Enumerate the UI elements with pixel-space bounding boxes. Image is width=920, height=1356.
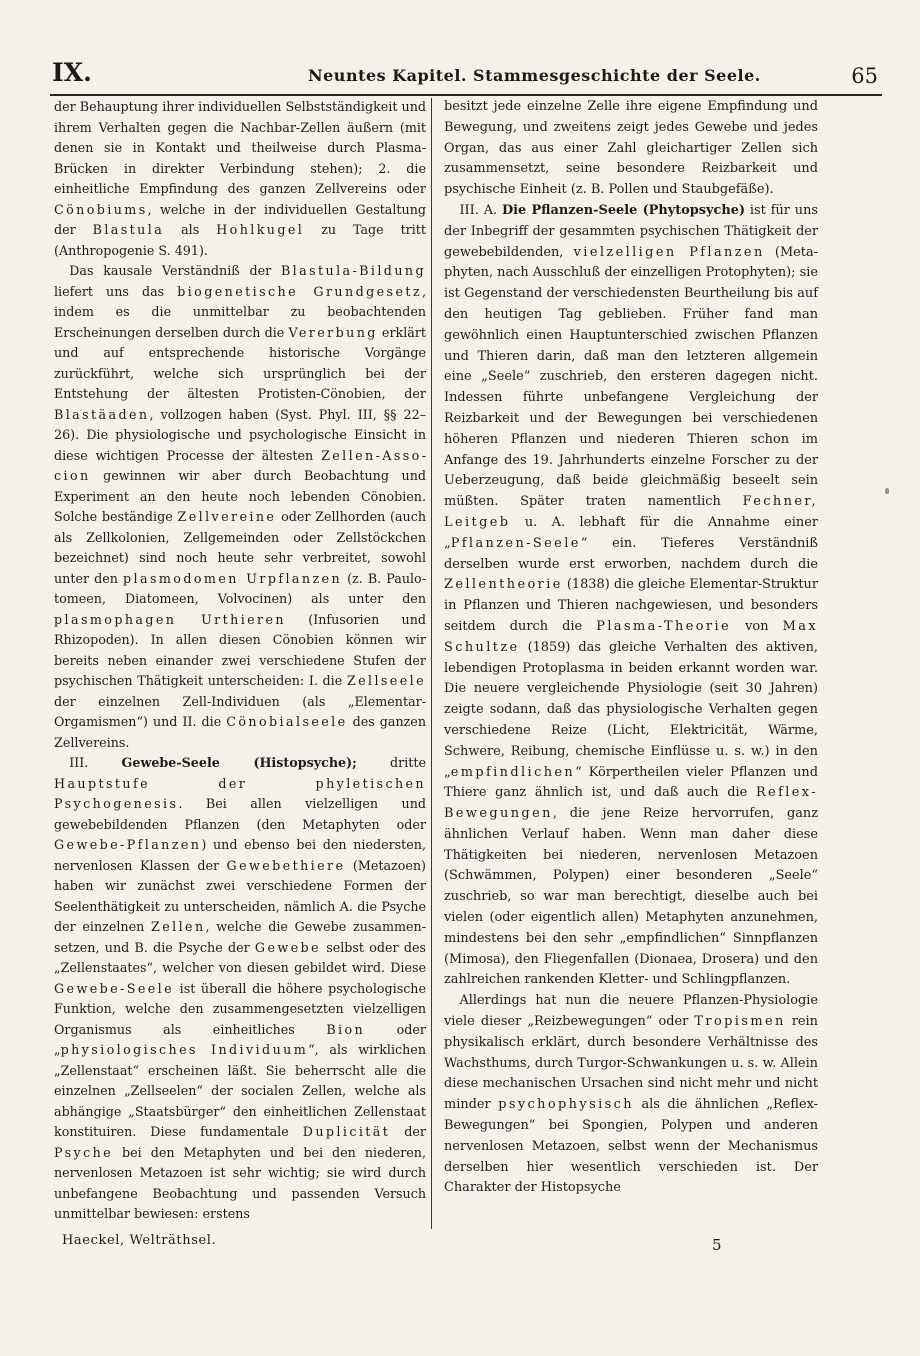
section-heading: Die Pflanzen-Seele (Phytopsyche) <box>501 202 746 218</box>
text-run: ist für uns der Inbegriff der gesammten psychischen Thätigkeit der gewebebildenden, <box>444 202 819 260</box>
spaced-emphasis: Hauptstufe der phyletischen Psychogenesis <box>54 775 426 811</box>
spaced-emphasis: Cönobialseele <box>226 714 348 729</box>
text-run: . Bei allen vielzelligen und gewebebildenden Pflanzen (den Metaphyten oder <box>54 796 426 832</box>
spaced-emphasis: Duplicität <box>302 1124 391 1139</box>
text-run: Allerdings hat nun die neuere Pflanzen-Physiologie viele dieser „Reizbewegungen“ oder <box>444 993 818 1030</box>
text-run: der Behauptung ihrer individuellen Selbstständigkeit und ihrem Verhalten gegen die Nachbar-Zellen äußern (mit denen sie in Kontakt und theilweise durch Plasma-Brücken in direkter Verbindung stehen); 2. die einheitliche Empfindung des ganzen Zellvereins oder <box>54 99 426 196</box>
spaced-emphasis: Bion <box>326 1021 366 1037</box>
text-run: “, als wirklichen „Zellenstaat“ erscheinen läßt. Sie beherrscht alle die einzelnen „Zellseelen“ der socialen Zellen, welche als abhängige „Staatsbürger“ den einheitlichen Zellenstaat konstituiren. Diese fundamentale <box>54 1042 426 1139</box>
text-run: , welche die Gewebe zusammensetzen, und B. die Psyche der <box>54 919 426 955</box>
spaced-emphasis: Zellseele <box>346 673 426 688</box>
spaced-emphasis: Zellen <box>151 919 206 934</box>
chapter-number: IX. <box>52 58 92 87</box>
spaced-emphasis: Blastäaden <box>54 406 150 422</box>
spaced-emphasis: Gewebe-Seele <box>54 980 175 996</box>
spaced-emphasis: Max Schultze <box>444 618 818 655</box>
spaced-emphasis: Zellentheorie <box>444 577 563 593</box>
spaced-emphasis: Blastula <box>92 222 165 237</box>
text-run: selbst oder des „Zellenstaates“, welcher von diesen gebildet wird. Diese <box>54 939 426 975</box>
text-run: ) und ebenso bei den niedersten, nervenlosen Klassen der <box>54 837 426 873</box>
text-run: des ganzen Zellvereins. <box>54 714 426 750</box>
text-run: rein physikalisch erklärt, durch besondere Verhältnisse des Wachsthums, durch Turgor-Schwankungen u. s. w. Allein diese mechanischen Ursachen sind nicht mehr und nicht minder <box>444 1014 818 1113</box>
text-run: erklärt und auf entsprechende historische Vorgänge zurückführt, welche sich ursprünglich bei der Entstehung der ältesten Protisten-Cönobien, der <box>54 324 426 401</box>
text-run: bei den Metaphyten und bei den niederen, nervenlosen Metazoen ist sehr wichtig; sie wird durch unbefangene Beobachtung und passenden Versuch unmittelbar bewiesen: erstens <box>54 1144 426 1221</box>
paper-blemish <box>885 488 889 494</box>
spaced-emphasis: Cönobiums <box>54 201 148 217</box>
paragraph <box>54 261 426 753</box>
spaced-emphasis: plasmodomen Urpflanzen <box>123 570 343 586</box>
section-heading: Gewebe-Seele (Histopsyche); <box>121 755 357 770</box>
spaced-emphasis: Zellvereine <box>177 509 277 524</box>
paragraph <box>444 991 818 1199</box>
right-column <box>444 97 818 1199</box>
spaced-emphasis: Hohlkugel <box>216 222 305 237</box>
spaced-emphasis: Fechner, Leitgeb <box>444 494 818 530</box>
spaced-emphasis: Psyche <box>54 1144 114 1160</box>
spaced-emphasis: Gewebe-Pflanzen <box>54 837 202 852</box>
text-run: der <box>390 1124 426 1139</box>
text-run: “ ein. Tieferes Verständniß derselben wurde erst erworben, nachdem durch die <box>444 535 818 572</box>
text-run: gewinnen wir aber durch Beobachtung und Experiment an den heute noch lebenden Cönobien. Solche beständige <box>54 468 426 524</box>
spaced-emphasis: Blastula-Bildung <box>280 263 426 278</box>
text-run: (1859) das gleiche Verhalten des aktiven, lebendigen Protoplasma in beiden erkannt worden war. Die neuere vergleichende Physiologie (seit 30 Jahren) zeigte sodann, daß das physiologische Verhalten gegen verschiedene Reize (Licht, Elektricität, Wärme, Schwere, Reibung, chemische Einflüsse u. s. w.) in den „ <box>444 639 818 780</box>
spaced-emphasis: Gewebe <box>254 939 321 955</box>
text-run: von <box>731 618 783 634</box>
text-run: der einzelnen Zell-Individuen (als „Elementar-Orgamismen“) und II. die <box>54 693 426 729</box>
spaced-emphasis: plasmophagen Urthieren <box>54 611 287 627</box>
text-run: , die jene Reize hervorrufen, ganz ähnlichen Verlauf haben. Wenn man daher diese Thätigkeiten bei niederen, nervenlosen Metazoen (Schwämmen, Polypen) einer besonderen „Seele“ zuschrieb, so war man berechtigt, dieselbe auch bei vielen (oder eigentlich allen) Metaphyten anzunehmen, mindestens bei den sehr „empfindlichen“ Sinnpflanzen (Mimosa), den Fliegenfallen (Dionaea, Drosera) und den zahlreichen rankenden Kletter- und Schlingpflanzen. <box>444 806 818 988</box>
running-title: Neuntes Kapitel. Stammesgeschichte der Seele. <box>308 66 761 85</box>
spaced-emphasis: biogenetische Grundgesetz <box>177 283 422 299</box>
paragraph <box>444 97 818 201</box>
spaced-emphasis: Plasma-Theorie <box>596 618 732 634</box>
signature-line: Haeckel, Welträthsel. <box>62 1233 217 1248</box>
text-run: , indem es die unmittelbar zu beobachtenden Erscheinungen derselben durch die <box>54 283 426 340</box>
spaced-emphasis: psychophysisch <box>498 1097 634 1113</box>
text-run: , welche in der individuellen Gestaltung der <box>54 201 426 237</box>
text-run: (Metaphyten, nach Ausschluß der einzelligen Protophyten); sie ist Gegenstand der verschiedensten Beurtheilung bis auf den heutigen Tag geblieben. Früher fand man gewöhnlich einen Hauptunterschied zwischen Pflanzen und Thieren darin, daß man den letzteren allgemein eine „Seele“ zuschrieb, den ersteren dagegen nicht. Indessen führte unbefangene Vergleichung der Reizbarkeit und der Bewegungen bei verschiedenen höheren Pflanzen und niederen Thieren schon im Anfange des 19. Jahrhunderts einzelne Forscher zu der Ueberzeugung, daß beide gleichmäßig beseelt sein müßten. Später traten namentlich <box>444 244 818 510</box>
text-run: oder Zellhorden (auch als Zellkolonien, Zellgemeinden oder Zellstöckchen bezeichnet) sind noch heute sehr verbreitet, sowohl unter den <box>54 509 426 586</box>
text-run: besitzt jede einzelne Zelle ihre eigene Empfindung und Bewegung, und zweitens zeigt jedes Gewebe und jedes Organ, das aus einer Zahl gleichartiger Zellen sich zusammensetzt, seine besondere Reizbarkeit und psychische Einheit (z. B. Pollen und Staubgefäße). <box>444 99 818 198</box>
spaced-emphasis: Pflanzen-Seele <box>450 535 581 551</box>
text-run: (z. B. Paulotomeen, Diatomeen, Volvocinen) als unter den <box>54 570 426 606</box>
text-run: III. <box>69 755 122 770</box>
text-run: oder „ <box>54 1021 426 1057</box>
text-run: III. A. <box>459 202 502 218</box>
sheet-number: 5 <box>712 1236 722 1254</box>
page-number: 65 <box>851 64 878 88</box>
paragraph <box>54 97 426 261</box>
text-run: “ Körpertheilen vieler Pflanzen und Thiere ganz ähnlich ist, und daß auch die <box>444 764 818 801</box>
spaced-emphasis: Tropismen <box>694 1014 786 1030</box>
column-divider <box>431 98 432 1229</box>
text-run: als <box>164 222 217 237</box>
spaced-emphasis: Zellen-Associon <box>54 447 426 483</box>
text-run: als die ähnlichen „Reflex-Bewegungen“ bei Spongien, Polypen und anderen nervenlosen Metazoen, selbst wenn der Mechanismus derselben hier wesentlich verschieden ist. Der Charakter der Histopsyche <box>444 1097 818 1196</box>
text-run: Das kausale Verständniß der <box>69 263 281 278</box>
text-run: u. A. lebhaft für die Annahme einer „ <box>444 514 818 551</box>
left-column <box>54 97 426 1225</box>
spaced-emphasis: physiologisches Individuum <box>60 1042 309 1057</box>
spaced-emphasis: Reflex-Bewegungen <box>444 785 818 822</box>
spaced-emphasis: vielzelligen Pflanzen <box>573 244 765 260</box>
text-run: (Infusorien und Rhizopoden). In allen diesen Cönobien können wir bereits neben einander zwei verschiedene Stufen der psychischen Thätigkeit unterscheiden: I. die <box>54 611 426 688</box>
paragraph <box>54 753 426 1225</box>
text-run: (Metazoen) haben wir zunächst zwei verschiedene Formen der Seelenthätigkeit zu unterscheiden, nämlich A. die Psyche der einzelnen <box>54 857 426 934</box>
paragraph <box>444 201 818 991</box>
running-head <box>50 58 882 96</box>
text-run: (1838) die gleiche Elementar-Struktur in Pflanzen und Thieren nachgewiesen, und besonders seitdem durch die <box>444 577 818 634</box>
spaced-emphasis: Vererbung <box>288 324 378 340</box>
text-run: ist überall die höhere psychologische Funktion, welche den zusammengesetzten vielzelligen Organismus als einheitliches <box>54 980 426 1037</box>
text-run: , vollzogen haben (Syst. Phyl. III, §§ 22–26). Die physiologische und psychologische Einsicht in diese wichtigen Processe der ältesten <box>54 406 426 463</box>
text-run: dritte <box>356 755 426 770</box>
text-run: liefert uns das <box>54 283 178 299</box>
text-run: zu Tage tritt (Anthropogenie S. 491). <box>54 222 427 258</box>
spaced-emphasis: empfindlichen <box>450 764 576 780</box>
spaced-emphasis: Gewebethiere <box>226 857 346 873</box>
